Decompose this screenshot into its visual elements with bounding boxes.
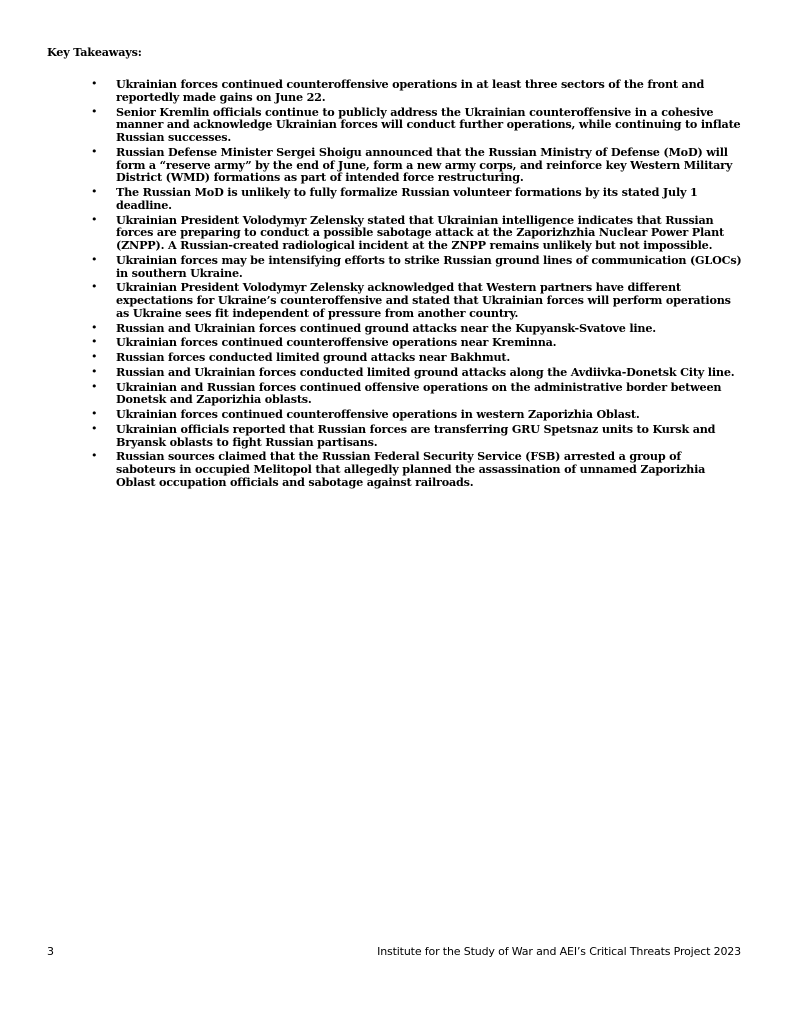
list-item <box>91 364 744 379</box>
takeaway-text: Ukrainian President Volodymyr Zelensky acknowledged that Western partners have different expectations for Ukraine’s counteroffensive and stated that Ukrainian forces will perform operations as Ukraine sees fit independent of pressure from another country. <box>116 280 731 320</box>
takeaway-text: Senior Kremlin officials continue to publicly address the Ukrainian counteroffensive in a cohesive manner and acknowledge Ukrainian forces will conduct further operations, while continuing to inflate Russian successes. <box>116 104 741 144</box>
bullet-icon: • <box>91 104 98 118</box>
section-heading: Key Takeaways: <box>47 45 142 59</box>
bullet-icon: • <box>91 364 98 378</box>
takeaway-text: Russian and Ukrainian forces conducted limited ground attacks along the Avdiivka-Donetsk City line. <box>116 364 735 379</box>
page-number: 3 <box>47 945 54 958</box>
takeaway-text: The Russian MoD is unlikely to fully formalize Russian volunteer formations by its stated July 1 deadline. <box>116 185 698 212</box>
bullet-icon: • <box>91 449 98 463</box>
bullet-icon: • <box>91 320 98 334</box>
list-item <box>91 77 744 104</box>
takeaway-text: Russian and Ukrainian forces continued ground attacks near the Kupyansk-Svatove line. <box>116 320 656 335</box>
list-item <box>91 104 744 144</box>
bullet-icon: • <box>91 350 98 363</box>
bullet-icon: • <box>91 185 98 198</box>
bullet-icon: • <box>91 379 98 393</box>
list-item <box>91 280 744 320</box>
takeaway-text: Russian forces conducted limited ground attacks near Bakhmut. <box>116 350 511 364</box>
list-item <box>91 379 744 407</box>
takeaway-text: Ukrainian officials reported that Russian forces are transferring GRU Spetsnaz units to Kursk and Bryansk oblasts to fight Russian partisans. <box>116 421 716 449</box>
bullet-icon: • <box>91 335 98 349</box>
takeaway-text: Ukrainian forces may be intensifying efforts to strike Russian ground lines of communication (GLOCs) in southern Ukraine. <box>116 252 742 280</box>
list-item <box>91 212 744 252</box>
list-item <box>91 449 744 489</box>
list-item <box>91 144 744 185</box>
takeaway-text: Russian Defense Minister Sergei Shoigu announced that the Russian Ministry of Defense (MoD) will form a “reserve army” by the end of June, form a new army corps, and reinforce key Western Military District (WMD) formations as part of intended force restructuring. <box>116 144 733 185</box>
list-item <box>91 185 744 212</box>
bullet-icon: • <box>91 144 98 158</box>
list-item <box>91 350 744 364</box>
bullet-icon: • <box>91 77 98 90</box>
takeaway-text: Ukrainian forces continued counteroffensive operations near Kreminna. <box>116 335 557 350</box>
bullet-icon: • <box>91 407 98 420</box>
takeaway-text: Ukrainian forces continued counteroffensive operations in at least three sectors of the front and reportedly made gains on June 22. <box>116 77 705 104</box>
bullet-icon: • <box>91 252 98 266</box>
takeaway-text: Ukrainian forces continued counteroffensive operations in western Zaporizhia Oblast. <box>116 407 640 421</box>
list-item <box>91 252 744 280</box>
bullet-icon: • <box>91 421 98 435</box>
bullet-icon: • <box>91 212 98 226</box>
footer-organization: Institute for the Study of War and AEI’s Critical Threats Project 2023 <box>377 945 741 958</box>
takeaway-text: Ukrainian President Volodymyr Zelensky stated that Ukrainian intelligence indicates that Russian forces are preparing to conduct a possible sabotage attack at the Zaporizhzhia Nuclear Power Plant (ZNPP). A Russian-created radiological incident at the ZNPP remains unlikely but not impossible. <box>116 212 724 252</box>
list-item <box>91 320 744 335</box>
bullet-icon: • <box>91 280 98 294</box>
list-item <box>91 421 744 449</box>
key-takeaways-list <box>91 77 744 491</box>
list-item <box>91 335 744 350</box>
takeaway-text: Ukrainian and Russian forces continued offensive operations on the administrative border between Donetsk and Zaporizhia oblasts. <box>116 379 722 407</box>
takeaway-text: Russian sources claimed that the Russian Federal Security Service (FSB) arrested a group of saboteurs in occupied Melitopol that allegedly planned the assassination of unnamed Zaporizhia Oblast occupation officials and sabotage against railroads. <box>116 449 706 489</box>
list-item <box>91 407 744 421</box>
